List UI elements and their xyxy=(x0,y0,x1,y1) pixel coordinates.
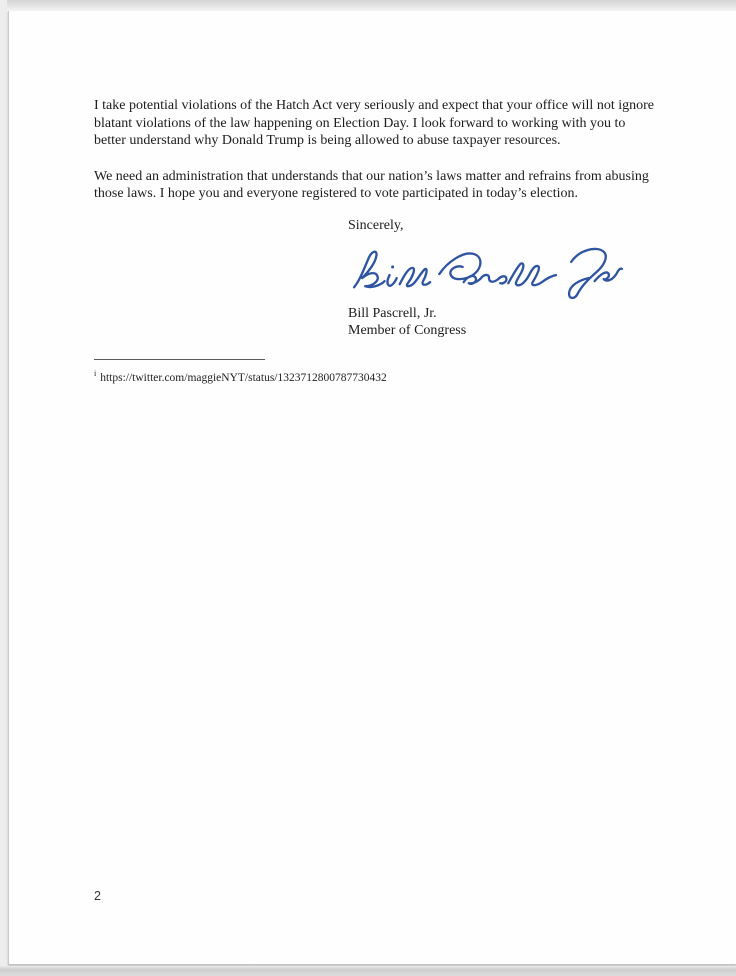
viewer-bottom-gutter xyxy=(0,966,736,976)
footnote-entry xyxy=(94,367,654,385)
page-number: 2 xyxy=(94,889,101,903)
closing-block xyxy=(348,217,648,340)
footnote-block xyxy=(94,359,654,385)
signature-image xyxy=(350,240,624,302)
letter-page xyxy=(8,11,736,965)
signature-svg xyxy=(350,240,624,302)
viewer-top-gutter xyxy=(0,0,736,11)
footnote-url: https://twitter.com/maggieNYT/status/1323712800787730432 xyxy=(100,371,387,384)
footnote-separator xyxy=(94,359,265,360)
letter-body xyxy=(94,97,654,203)
signer-name: Bill Pascrell, Jr. xyxy=(348,305,437,321)
signer-title: Member of Congress xyxy=(348,323,467,339)
viewer-left-gutter xyxy=(0,0,7,976)
footnote-marker: i xyxy=(94,369,97,378)
paragraph-hatch-act: I take potential violations of the Hatch Act very seriously and expect that your office will not ignore blatant violations of the law happening on Election Day. I look forward to working with you to better understand why Donald Trump is being allowed to abuse taxpayer resources. xyxy=(94,98,654,149)
salutation: Sincerely, xyxy=(348,218,404,233)
paragraph-administration: We need an administration that understands that our nation’s laws matter and refrains from abusing those laws. I hope you and everyone registered to vote participated in today’s election. xyxy=(94,168,649,202)
